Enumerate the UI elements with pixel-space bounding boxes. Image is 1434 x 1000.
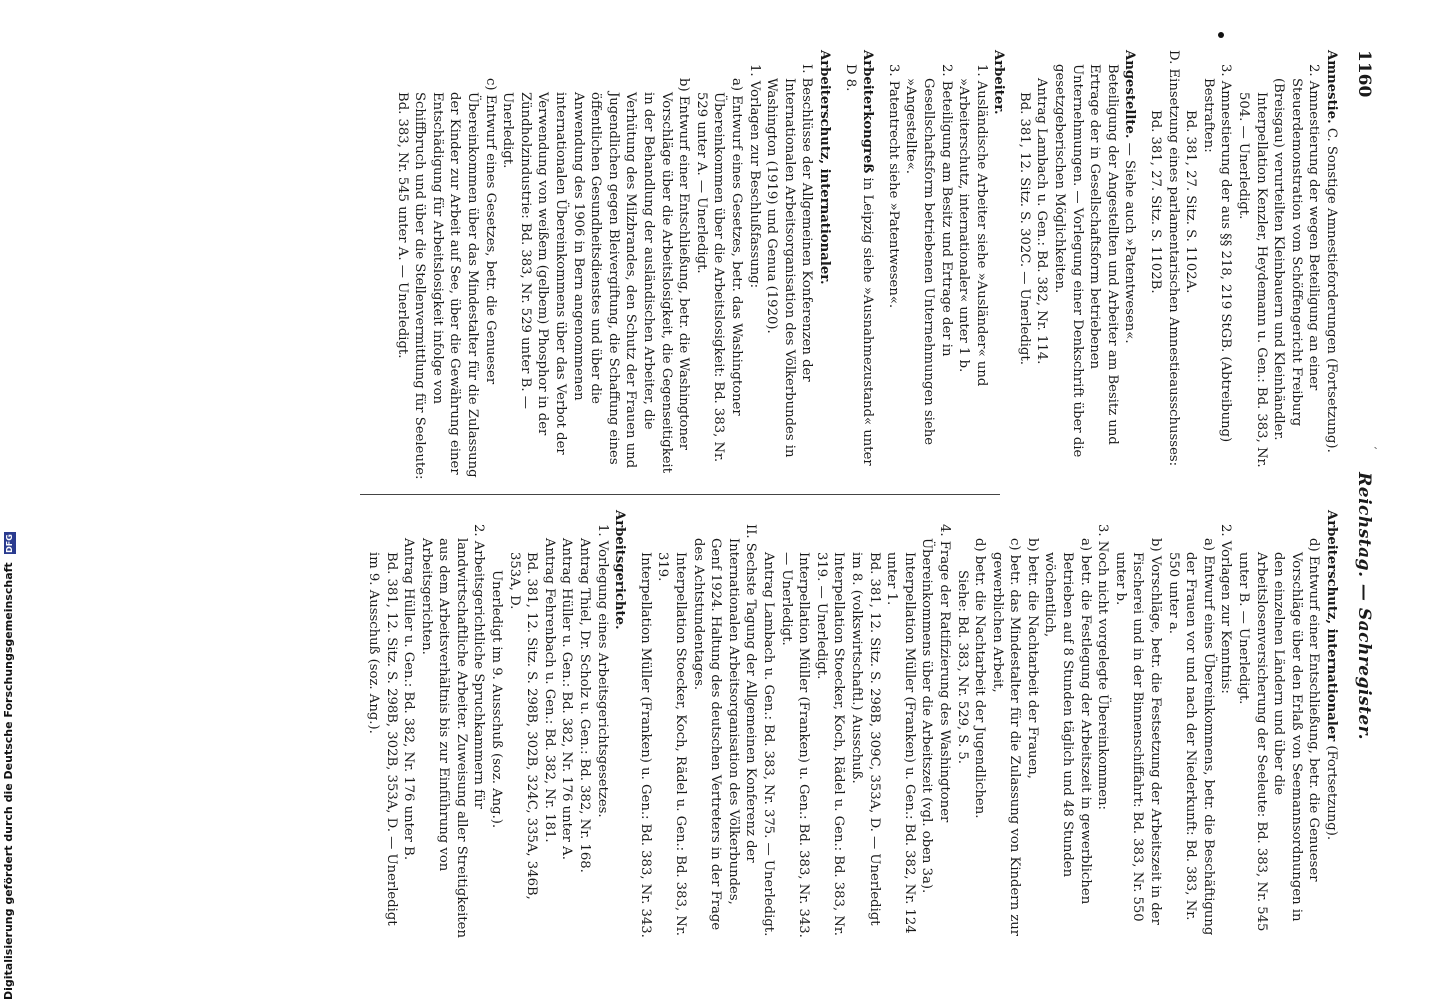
entry-text: Interpellation Müller (Franken) u. Gen.: Bd. 383, Nr. 343. <box>637 552 653 938</box>
index-entry <box>692 50 745 480</box>
entry-text: Bd. 381, 27. Sitz. S. 1102B. <box>1148 110 1164 294</box>
index-entry <box>1164 50 1182 480</box>
entry-text: b) betr. die Nachtarbeit der Frauen, <box>1024 538 1040 779</box>
index-entry <box>1199 50 1234 480</box>
index-entry <box>759 510 777 940</box>
entry-text: Bd. 381, 12. Sitz. S. 302C. — Unerledigt. <box>1016 92 1032 365</box>
entry-text: Bd. 381, 12. Sitz. S. 298B, 309C, 353A, D. — Unerledigt im 8. (volkswirtschaftl.) Ausschuß. <box>848 552 882 926</box>
entry-text: Bd. 381, 12. Sitz. S. 298B, 302B, 353A, D. — Unerledigt im 9. Ausschuß (soz. Ang.). <box>365 552 399 926</box>
index-entry <box>1164 510 1217 940</box>
entry-text: 2. Arbeitsgerichtliche Spruchkammern für landwirtschaftliche Arbeiter. Zuweisung aller Streitigkeiten aus dem Arbeitsverhältnis bis zur Einführung von Arbeitsgerichten. <box>418 524 487 938</box>
entry-text: Antrag Lambach u. Gen.: Bd. 383, Nr. 375. — Unerledigt. <box>761 552 776 937</box>
entry-keyword: Arbeiterschutz, internationaler <box>1324 510 1339 742</box>
column-divider <box>360 494 1000 495</box>
index-entry <box>689 510 759 940</box>
entry-text: Beteiligung der Angestellten und Arbeiter am Besitz und Ertrage der in Gesellschaftsform betriebenen Unternehmungen. — Vorlegung einer Denkschrift über die gesetzgeberischen Möglichkeiten. <box>1052 64 1120 458</box>
entry-gap <box>628 510 636 940</box>
entry-gap <box>1007 50 1015 480</box>
index-entry <box>558 510 576 940</box>
entry-text: Bd. 381, 12. Sitz. S. 298B, 302B, 324C, 335A, 346B, 353A, D. <box>506 552 540 900</box>
entry-text: Interpellation Müller (Franken) u. Gen.: Bd. 383, Nr. 343. — Unerledigt. <box>778 552 812 938</box>
entry-text: I. Beschlüsse der Allgemeinen Konferenzen der Internationalen Arbeitsorganisation des Völkerbundes in Washington (1919) und Genua (1920). <box>764 64 815 458</box>
entry-text: Antrag Thiel, Dr. Scholz u. Gen.: Bd. 382, Nr. 168. <box>577 538 593 873</box>
index-entry <box>812 510 847 940</box>
entry-text: Bd. 381, 27. Sitz. S. 1102A. <box>1183 110 1199 294</box>
index-entry <box>1322 50 1340 480</box>
index-entry <box>575 510 593 940</box>
entry-text: (Fortsetzung). <box>1324 741 1339 841</box>
index-entry <box>654 510 689 940</box>
entry-keyword: Arbeiter. <box>991 50 1007 115</box>
entry-text: — Siehe auch »Patentwesen«. <box>1122 138 1138 344</box>
entry-text: II. Sechste Tagung der Allgemeinen Konferenz der Internationalen Arbeitsorganisation des Völkerbundes, Genf 1924. Haltung des deutschen Vertreters in der Frage des Achtstundentages. <box>690 524 759 931</box>
entry-keyword: Amnestie. <box>1324 50 1339 124</box>
entry-keyword: Arbeiterkongreß <box>860 50 876 174</box>
entry-text: Antrag Lambach u. Gen.: Bd. 382, Nr. 114. <box>1034 78 1050 365</box>
page-mark: ˊ <box>1365 445 1376 450</box>
entry-keyword: Arbeiterschutz, internationaler. <box>816 50 832 285</box>
index-entry <box>1041 510 1094 940</box>
index-entry <box>1182 50 1200 480</box>
entry-text: 4. Frage der Ratifizierung des Washingtoner Übereinkommens über die Arbeitszeit (vgl. oben 3a). <box>919 524 952 894</box>
index-entry <box>745 50 763 480</box>
index-entry <box>636 510 654 940</box>
entry-text: Interpellation Stoecker, Koch, Rädel u. Gen.: Bd. 383, Nr. 319. <box>655 552 689 936</box>
index-entry <box>841 50 876 480</box>
index-entry <box>417 510 487 940</box>
index-entry <box>1121 50 1139 480</box>
entry-text: 2. Amnestierung der wegen Beteiligung an einer Steuerdemonstration vom Schöffengericht Freiburg (Breisgau) verurteilten Kleinbauern und Kleinhändler. <box>1271 64 1322 441</box>
entry-text: c) Entwurf eines Gesetzes, betr. die Genueser Übereinkommen über das Mindestalter für die Zulassung der Kinder zur Arbeit auf See, über die Gewährung einer Entschädigung für Arbeitslosigkeit infolge von Schiffbruch und über die Stellenvermittlung für Seeleute: Bd. 383, Nr. 545 unter A. — Unerledigt. <box>394 78 498 480</box>
index-entry <box>593 510 611 940</box>
index-entry <box>1111 510 1164 940</box>
entry-keyword: Angestellte. <box>1122 50 1138 139</box>
entry-text: 3. Patentrecht siehe »Patentwesen«. <box>885 64 901 309</box>
index-entry <box>763 50 816 480</box>
entry-text: 2. Beteiligung am Besitz und Ertrage der in Gesellschaftsform betriebenen Unternehmungen siehe »Angestellte«. <box>903 64 954 446</box>
index-entry <box>1234 510 1322 940</box>
index-entry <box>1051 50 1121 480</box>
index-entry <box>883 510 918 940</box>
entry-text: C. Sonstige Amnestieforderungen (Fortsetzung). <box>1324 123 1339 453</box>
index-entry <box>847 510 882 940</box>
entry-gap <box>876 50 884 480</box>
left-column <box>393 50 1340 480</box>
credit-text: Digitalisierung gefördert durch die Deutsche Forschungsgemeinschaft <box>2 562 15 1000</box>
entry-text: Unerledigt im 9. Ausschuß (soz. Ang.). <box>489 570 505 829</box>
index-entry <box>499 50 693 480</box>
entry-text: Interpellation Stoecker, Koch, Rädel u. Gen.: Bd. 383, Nr. 319. — Unerledigt. <box>813 552 847 936</box>
entry-text: Siehe: Bd. 383, Nr. 529, S. 5. <box>954 570 970 764</box>
entry-text: D. Einsetzung eines parlamentarischen Amnestieausschusses: <box>1165 50 1181 467</box>
index-entry <box>777 510 812 940</box>
index-entry <box>918 510 953 940</box>
page-number: 1160 <box>1354 50 1374 98</box>
index-entry <box>540 510 558 940</box>
index-entry <box>815 50 833 480</box>
entry-text: a) Entwurf eines Übereinkommens, betr. die Beschäftigung der Frauen vor und nach der Niederkunft: Bd. 383, Nr. 550 unter a. <box>1165 538 1216 936</box>
entry-text: Interpellation Müller (Franken) u. Gen.: Bd. 382, Nr. 124 unter 1. <box>884 552 917 934</box>
index-entry <box>1094 510 1112 940</box>
index-entry <box>488 510 506 940</box>
entry-text: 2. Vorlagen zur Kenntnis: <box>1218 524 1234 694</box>
index-entry <box>902 50 955 480</box>
index-entry <box>955 50 990 480</box>
entry-text: d) Entwurf einer Entschließung, betr. die Genueser Vorschläge über den Erlaß von Seemannsordnungen in den einzelnen Ländern und über die Arbeitslosenversicherung der Seeleute: Bd. 383, Nr. 545 unter B. — Unerledigt. <box>1236 538 1322 932</box>
index-entry <box>1033 50 1051 480</box>
index-entry <box>988 510 1023 940</box>
digitization-credit <box>2 300 20 1000</box>
margin-bullet <box>1218 32 1224 38</box>
entry-text: a) betr. die Festlegung der Arbeitszeit in gewerblichen Betrieben auf 8 Stunden täglich und 48 Stunden wöchentlich, <box>1042 538 1093 905</box>
entry-gap <box>833 50 841 480</box>
entry-text: a) Entwurf eines Gesetzes, betr. das Washingtoner Übereinkommen über die Arbeitslosigkeit: Bd. 383, Nr. 529 unter A. — Unerledigt. <box>693 78 744 463</box>
entry-keyword: Arbeitsgerichte. <box>612 510 628 630</box>
entry-text: 1. Vorlagen zur Beschlußfassung: <box>746 64 762 289</box>
entry-gap <box>1138 50 1146 480</box>
index-entry <box>611 510 629 940</box>
entry-text: d) betr. die Nachtarbeit der Jugendlichen. <box>972 538 988 819</box>
index-entry <box>1015 50 1033 480</box>
entry-text: in Leipzig siehe »Ausnahmezustand« unter D 8. <box>842 64 876 466</box>
dfg-logo-icon: DFG <box>5 534 14 553</box>
index-entry <box>393 50 499 480</box>
index-entry <box>1270 50 1323 480</box>
index-entry <box>1234 50 1269 480</box>
index-entry <box>990 50 1008 480</box>
index-entry <box>1146 50 1164 480</box>
index-entry <box>884 50 902 480</box>
page-header <box>1348 50 1378 950</box>
entry-text: b) Vorschläge, betr. die Festsetzung der Arbeitszeit in der Fischerei und in der Binnenschiffahrt: Bd. 383, Nr. 550 unter b. <box>1112 538 1164 925</box>
entry-text: c) betr. das Mindestalter für die Zulassung von Kindern zur gewerblichen Arbeit, <box>989 538 1023 937</box>
entry-text: 1. Vorlegung eines Arbeitsgerichtsgesetzes. <box>594 524 610 818</box>
index-entry <box>953 510 971 940</box>
index-entry <box>1023 510 1041 940</box>
index-entry <box>364 510 399 940</box>
entry-text: Antrag Hüller u. Gen.: Bd. 382, Nr. 176 unter A. <box>559 538 575 860</box>
index-entry <box>400 510 418 940</box>
index-entry <box>505 510 540 940</box>
index-entry <box>1322 510 1340 940</box>
entry-text: 1. Ausländische Arbeiter siehe »Ausländer« und »Arbeiterschutz, internationaler« unter 1 b. <box>956 64 989 387</box>
index-entry <box>971 510 989 940</box>
index-entry <box>1217 510 1235 940</box>
entry-text: 3. Amnestierung der aus §§ 218, 219 StGB. (Abtreibung) Bestraften: <box>1200 64 1234 443</box>
entry-text: Interpellation Kenzler, Heydemann u. Gen.: Bd. 383, Nr. 504. — Unerledigt. <box>1236 92 1269 468</box>
right-column <box>364 510 1340 940</box>
entry-text: b) Entwurf einer Entschließung, betr. die Washingtoner Vorschläge über die Arbeitslosigkeit, die Gegenseitigkeit in der Behandlung der ausländischen Arbeiter, die Verhütung des Milzbrandes, den Schutz der Frauen und Jugendlichen gegen Bleivergiftung, die Schaffung eines öffentlichen Gesundheitsdienstes und über die Anwendung des 1906 in Bern angenommenen internationalen Übereinkommens über das Verbot der Verwendung von weißem (gelbem) Phosphor in der Zündholzindustrie: Bd. 383, Nr. 529 unter B. — Unerledigt. <box>500 78 692 474</box>
entry-text: 3. Noch nicht vorgelegte Übereinkommen: <box>1095 524 1111 810</box>
page-title: Reichstag. — Sachregister. <box>1354 472 1374 740</box>
entry-text: Antrag Hüller u. Gen.: Bd. 382, Nr. 176 unter B. <box>401 538 417 861</box>
entry-text: Antrag Fehrenbach u. Gen.: Bd. 382, Nr. 181. <box>541 538 557 843</box>
